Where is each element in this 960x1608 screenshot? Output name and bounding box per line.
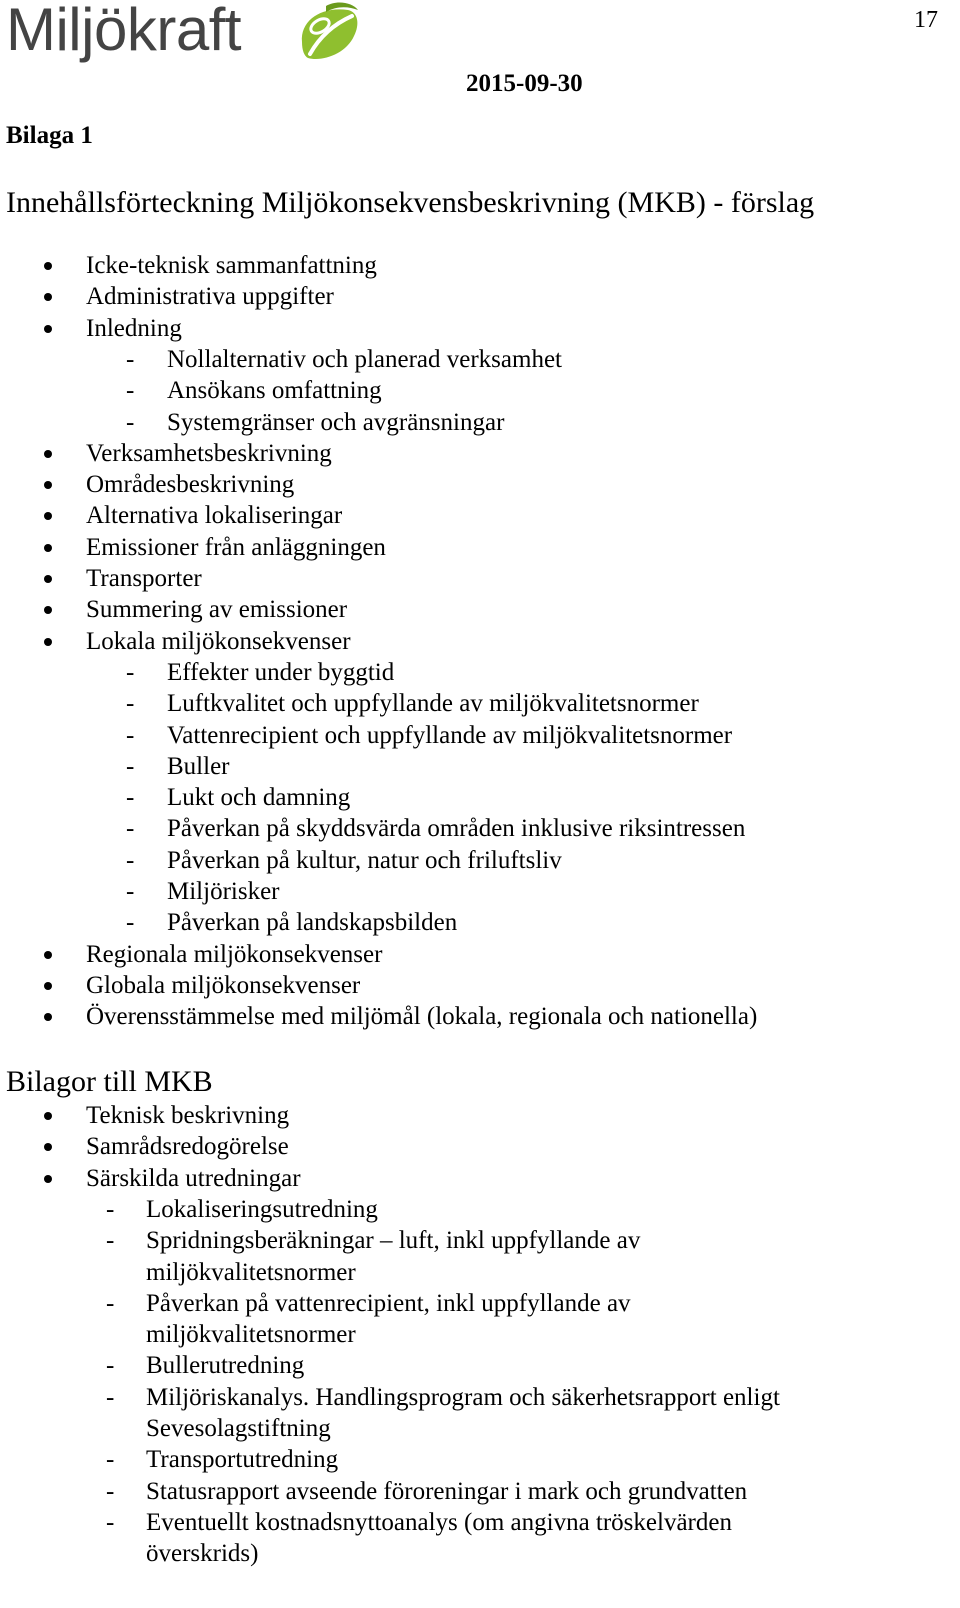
list-item-text: Summering av emissioner (86, 596, 348, 624)
sub-list-item (0, 1413, 960, 1444)
list-item (0, 1163, 960, 1194)
list-item-text: Inledning (86, 314, 182, 342)
sub-list-item-text: Nollalternativ och planerad verksamhet (167, 345, 562, 373)
sub-list-item-text: Effekter under byggtid (167, 658, 395, 686)
sub-list-item (0, 720, 960, 751)
sub-list-item (0, 876, 960, 907)
sub-list-item-text: Luftkvalitet och uppfyllande av miljökvalitetsnormer (167, 690, 699, 718)
list-item (0, 970, 960, 1001)
dash-marker: - (126, 690, 135, 718)
list-item-text: Icke-teknisk sammanfattning (86, 252, 377, 279)
sub-list-item-text: Statusrapport avseende föroreningar i mark och grundvatten (146, 1477, 748, 1505)
list-item (0, 1001, 960, 1032)
list-item (0, 563, 960, 594)
dash-marker: - (126, 721, 135, 749)
list-item (0, 250, 960, 281)
list-item-text: Områdesbeskrivning (86, 471, 295, 499)
list-item-text: Särskilda utredningar (86, 1164, 301, 1192)
list-item (0, 626, 960, 657)
dash-marker: - (126, 846, 135, 874)
list-item (0, 438, 960, 469)
sub-list-item (0, 751, 960, 782)
list-item (0, 281, 960, 312)
dash-marker: - (126, 377, 135, 405)
sub-list-item (0, 1225, 960, 1256)
list-item (0, 313, 960, 344)
sub-list-item (0, 407, 960, 438)
sub-list-item-text: Buller (167, 752, 230, 780)
continuation-text: miljökvalitetsnormer (146, 1258, 356, 1286)
sub-list-item-text: Bullerutredning (146, 1352, 305, 1380)
sub-list-item (0, 657, 960, 688)
logo-wordmark: Miljökraft (6, 0, 242, 63)
continuation-text: miljökvalitetsnormer (146, 1321, 356, 1349)
dash-marker: - (126, 658, 135, 686)
continuation-text: överskrids) (146, 1540, 259, 1568)
list-item-text: Alternativa lokaliseringar (86, 502, 343, 530)
list-item-text: Regionala miljökonsekvenser (86, 940, 383, 968)
sub-list-item-text: Påverkan på landskapsbilden (167, 909, 458, 937)
dash-marker: - (126, 784, 135, 812)
sub-list-item-text: Påverkan på kultur, natur och friluftsliv (167, 846, 562, 874)
sub-list-item-text: Påverkan på skyddsvärda områden inklusive riksintressen (167, 815, 746, 843)
sub-list-item-text: Påverkan på vattenrecipient, inkl uppfyllande av (146, 1289, 631, 1317)
sub-list-item-text: Eventuellt kostnadsnyttoanalys (om angivna tröskelvärden (146, 1508, 732, 1536)
sub-list-item-text: Transportutredning (146, 1446, 339, 1474)
sub-list-item-text: Lokaliseringsutredning (146, 1195, 378, 1223)
sub-list-item (0, 813, 960, 844)
sub-list-item (0, 1382, 960, 1413)
dash-marker: - (106, 1195, 115, 1223)
list-item-text: Emissioner från anläggningen (86, 533, 386, 561)
sub-list-item (0, 907, 960, 938)
dash-marker: - (126, 909, 135, 937)
document-title: Innehållsförteckning Miljökonsekvensbeskrivning (MKB) - förslag (6, 186, 815, 219)
sub-list-item-text: Ansökans omfattning (167, 377, 382, 405)
sub-list-item (0, 1476, 960, 1507)
sub-list-item (0, 1444, 960, 1475)
dash-marker: - (106, 1289, 115, 1317)
sub-list-item-text: Vattenrecipient och uppfyllande av miljökvalitetsnormer (167, 721, 733, 749)
list-item (0, 500, 960, 531)
list-item (0, 939, 960, 970)
sub-list-item-text: Spridningsberäkningar – luft, inkl uppfyllande av (146, 1227, 641, 1255)
list-item (0, 1100, 960, 1131)
list-item-text: Teknisk beskrivning (86, 1102, 290, 1129)
dash-marker: - (106, 1477, 115, 1505)
sub-list-item (0, 344, 960, 375)
sub-list-item (0, 782, 960, 813)
sub-list-item (0, 1538, 960, 1569)
document-date: 2015-09-30 (466, 70, 583, 97)
continuation-text: Sevesolagstiftning (146, 1415, 331, 1442)
dash-marker: - (106, 1446, 115, 1474)
list-item (0, 594, 960, 625)
dash-marker: - (106, 1383, 115, 1411)
list-item-text: Administrativa uppgifter (86, 283, 334, 311)
list-item-text: Överensstämmelse med miljömål (lokala, regionala och nationella) (86, 1003, 758, 1031)
attachment-label: Bilaga 1 (6, 122, 93, 149)
list-item (0, 1131, 960, 1162)
sub-list-item-text: Miljörisker (167, 878, 280, 905)
sub-list-item (0, 1350, 960, 1381)
list-item-text: Verksamhetsbeskrivning (86, 439, 332, 467)
list-item-text: Transporter (86, 565, 202, 592)
sub-list-item (0, 1319, 960, 1350)
sub-list-item (0, 1288, 960, 1319)
sub-list-item (0, 1194, 960, 1225)
list-item (0, 469, 960, 500)
dash-marker: - (106, 1227, 115, 1255)
sub-list-item-text: Miljöriskanalys. Handlingsprogram och säkerhetsrapport enligt (146, 1383, 780, 1411)
sub-list-item-text: Lukt och damning (167, 784, 351, 812)
dash-marker: - (126, 345, 135, 373)
sub-list-item-text: Systemgränser och avgränsningar (167, 408, 505, 436)
leaf-logo-icon (296, 2, 364, 66)
dash-marker: - (106, 1352, 115, 1380)
page-number: 17 (914, 7, 938, 33)
list-item-text: Lokala miljökonsekvenser (86, 627, 351, 655)
sub-list-item (0, 375, 960, 406)
sub-list-item (0, 845, 960, 876)
list-item-text: Samrådsredogörelse (86, 1133, 289, 1161)
sub-list-item (0, 688, 960, 719)
dash-marker: - (126, 408, 135, 436)
sub-list-item (0, 1507, 960, 1538)
sub-list-item (0, 1257, 960, 1288)
appendices-heading: Bilagor till MKB (6, 1065, 213, 1098)
dash-marker: - (126, 815, 135, 843)
list-item (0, 532, 960, 563)
list-item-text: Globala miljökonsekvenser (86, 971, 361, 999)
dash-marker: - (126, 878, 135, 905)
dash-marker: - (126, 752, 135, 780)
dash-marker: - (106, 1508, 115, 1536)
company-logo (6, 0, 366, 70)
